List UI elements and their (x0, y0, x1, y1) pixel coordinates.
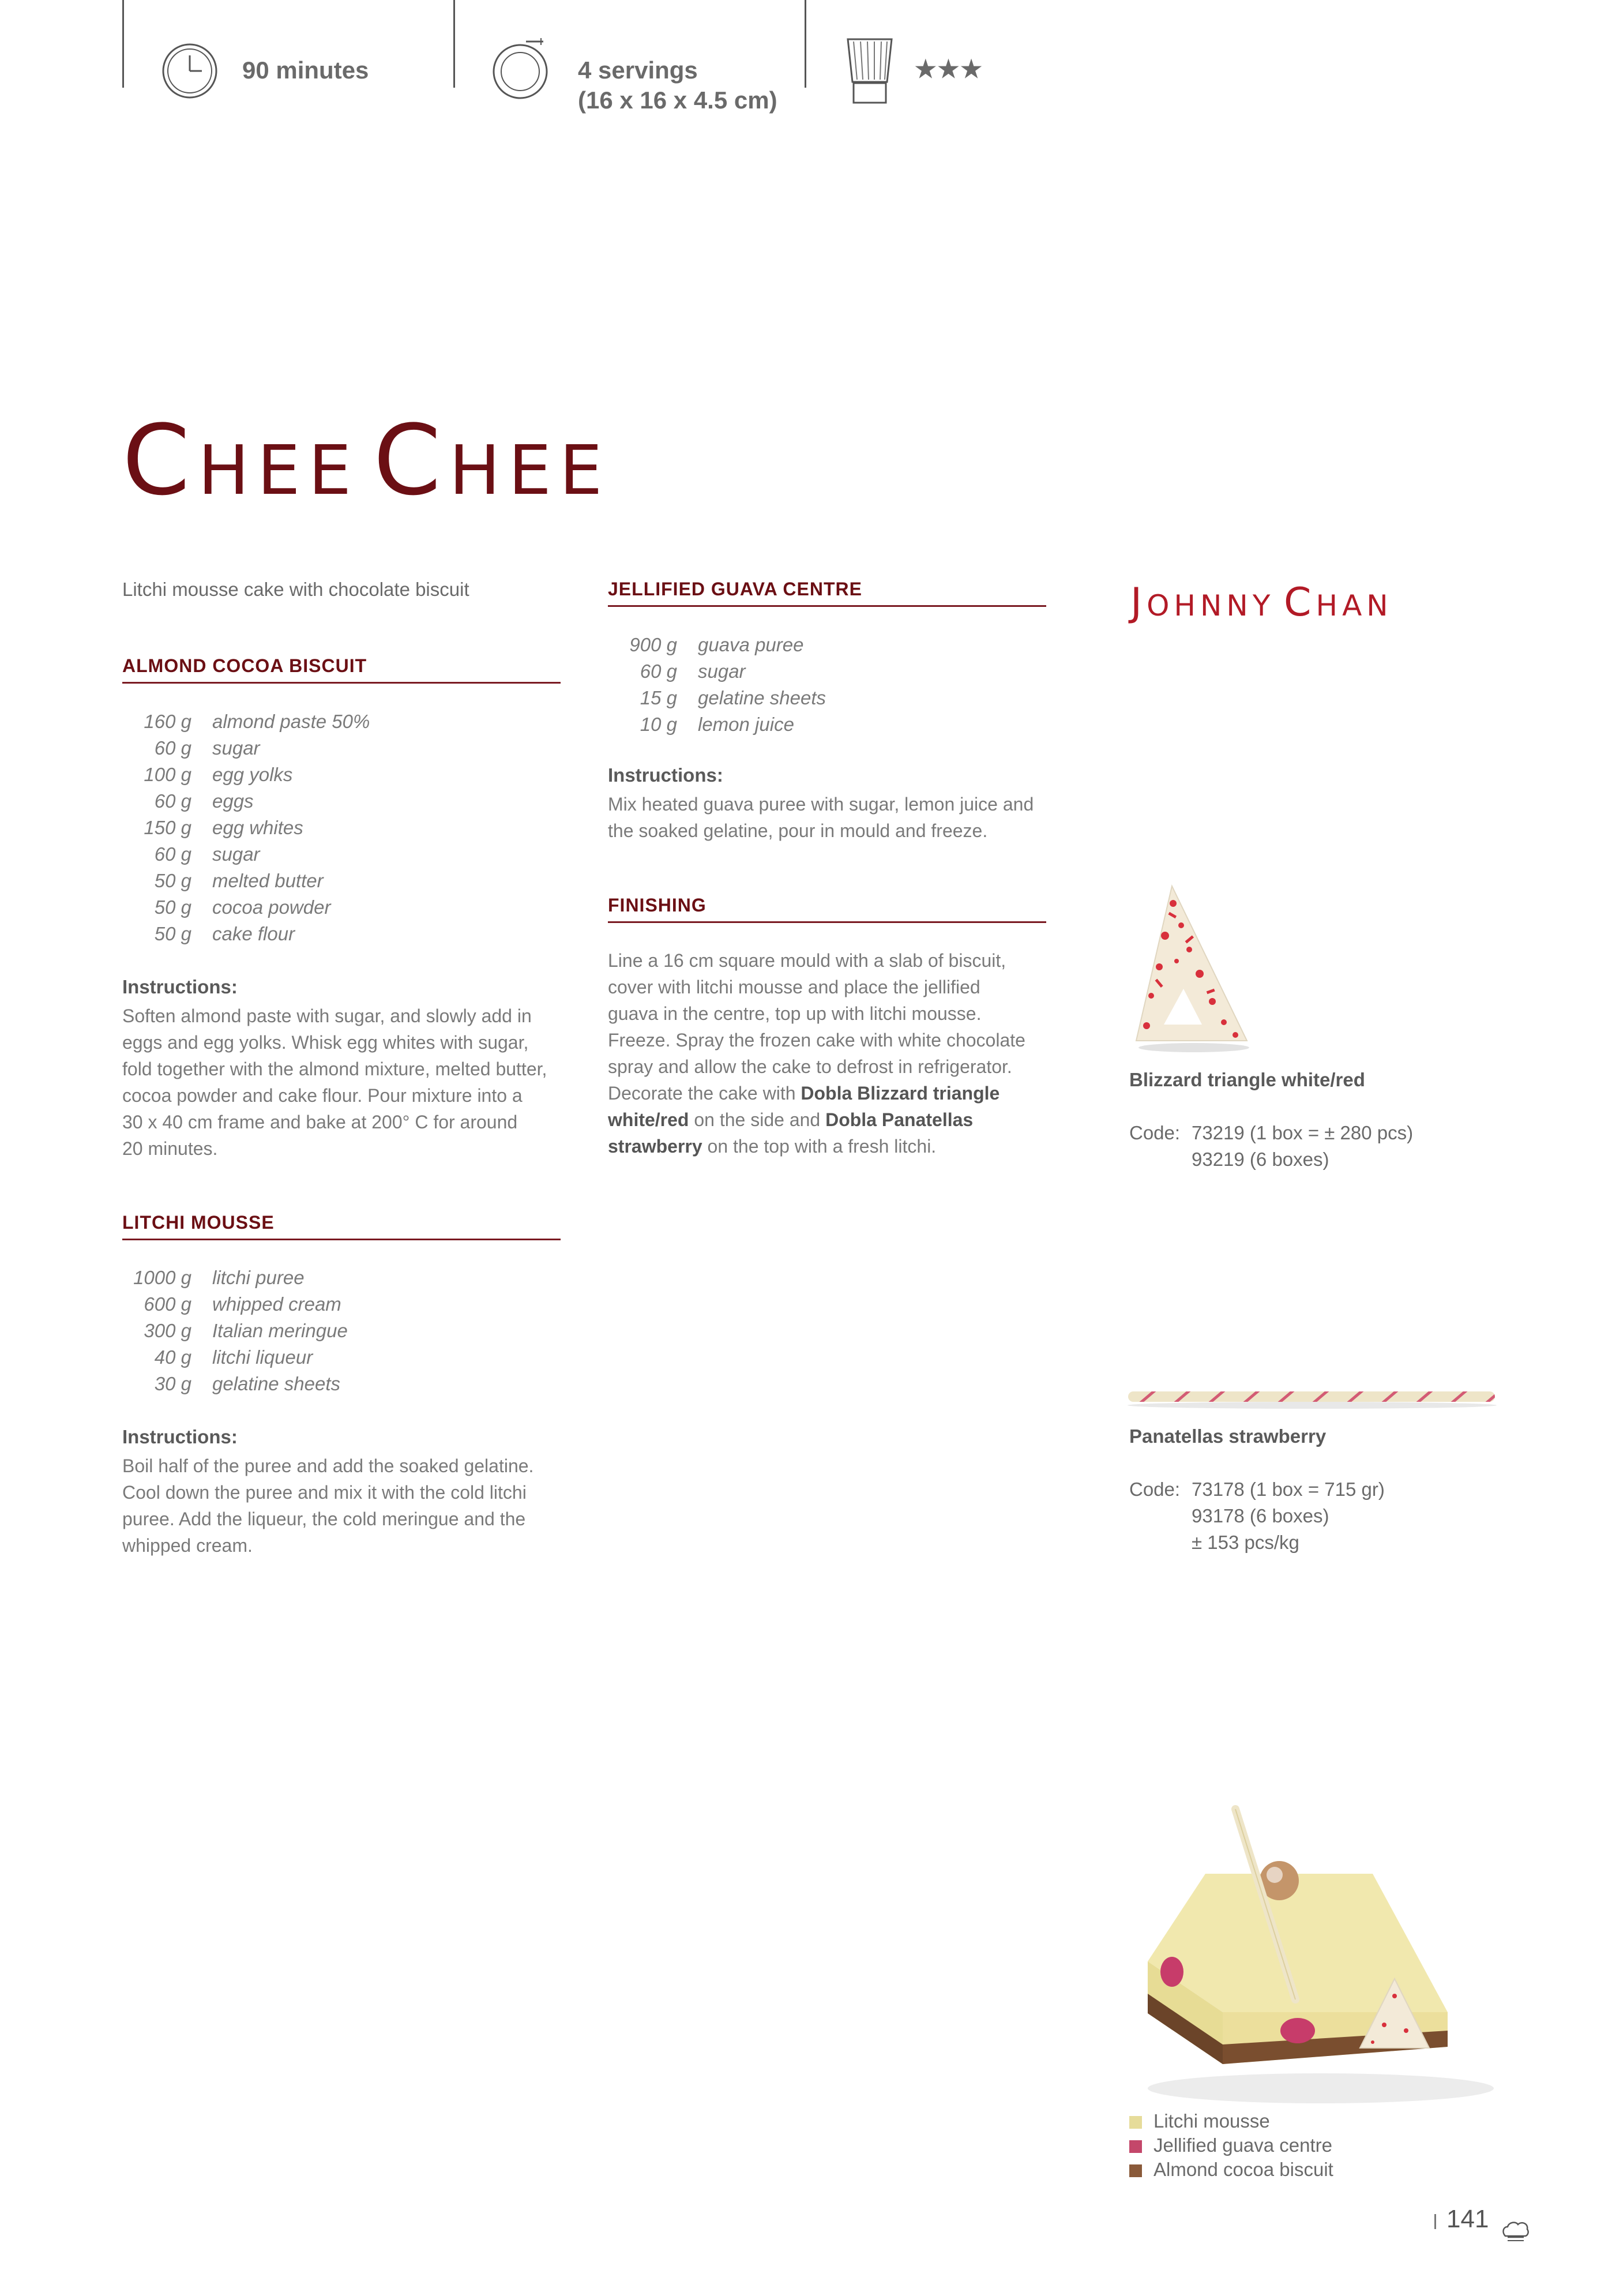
servings-count: 4 servings (578, 57, 698, 84)
ingredient-qty: 60 g (154, 843, 191, 865)
ingredient-qty: 15 g (640, 687, 677, 708)
code-label: Code: (1129, 1479, 1181, 1500)
ingredient-row (122, 1344, 313, 1371)
ingredient-qty: 160 g (144, 711, 191, 732)
ingredient-qty: 100 g (144, 764, 191, 785)
text-line: cover with litchi mousse and place the jellified (608, 977, 980, 997)
ingredient-name: sugar (212, 843, 260, 865)
ingredient-qty: 600 g (144, 1293, 191, 1315)
legend-label: Almond cocoa biscuit (1153, 2159, 1333, 2180)
blizzard-triangle-image (1126, 880, 1258, 1053)
text-line (608, 1133, 1064, 1160)
text-line (608, 1080, 1064, 1106)
recipe-subtitle: Litchi mousse cake with chocolate biscuit (122, 579, 469, 600)
ingredient-row (122, 921, 295, 947)
ingredient-qty: 300 g (144, 1320, 191, 1341)
text-line: spray and allow the cake to defrost in refrigerator. (608, 1056, 1012, 1077)
difficulty-stars: ★★★ (915, 55, 983, 82)
legend-label: Litchi mousse (1153, 2110, 1270, 2132)
servings-size: (16 x 16 x 4.5 cm) (578, 87, 777, 114)
header-divider (805, 0, 806, 88)
header-divider (453, 0, 455, 88)
ingredient-name: cocoa powder (212, 896, 331, 918)
chef-initial: J (1130, 580, 1147, 625)
text-line: fold together with the almond mixture, melted butter, (122, 1059, 547, 1079)
title-rest: HEE (449, 430, 611, 510)
text-line: Freeze. Spray the frozen cake with white chocolate (608, 1030, 1025, 1051)
text-line: guava in the centre, top up with litchi mousse. (608, 1003, 982, 1024)
ingredient-qty: 1000 g (133, 1267, 191, 1288)
product-mention: Dobla Panatellas (825, 1109, 974, 1130)
ingredient-name: almond paste 50% (212, 711, 370, 732)
ingredient-qty: 150 g (144, 817, 191, 838)
cake-slice-image (1102, 1788, 1511, 2111)
ingredient-qty: 50 g (154, 870, 191, 891)
plate-icon (490, 36, 554, 100)
instructions-label: Instructions: (122, 976, 238, 997)
legend-swatch (1129, 2116, 1142, 2129)
ingredient-name: litchi liqueur (212, 1346, 313, 1368)
recipe-title (122, 404, 610, 517)
code-value: 73178 (1 box = 715 gr) (1192, 1479, 1385, 1500)
ingredient-row (122, 841, 260, 868)
code-value: 93219 (6 boxes) (1192, 1149, 1329, 1170)
ingredient-name: lemon juice (698, 714, 794, 735)
text-line: Soften almond paste with sugar, and slowly add in (122, 1006, 532, 1026)
chef-hat-icon (846, 37, 894, 105)
instructions-label: Instructions: (608, 764, 723, 786)
instructions-text (122, 1003, 572, 1162)
ingredient-row (122, 894, 330, 921)
ingredient-qty: 50 g (154, 896, 191, 918)
section-heading-finishing: FINISHING (608, 895, 1046, 923)
page-number: 141 (1446, 2205, 1489, 2233)
ingredient-row (122, 1318, 348, 1344)
text-run: on the side and (689, 1109, 826, 1130)
page-number-divider (1434, 2214, 1436, 2229)
section-heading-guava-centre: JELLIFIED GUAVA CENTRE (608, 579, 1046, 607)
text-line: 20 minutes. (122, 1138, 218, 1159)
ingredient-name: gelatine sheets (212, 1373, 340, 1394)
ingredient-row (122, 761, 292, 788)
ingredient-qty: 40 g (154, 1346, 191, 1368)
ingredient-qty: 50 g (154, 923, 191, 944)
product-name: Blizzard triangle white/red (1129, 1069, 1365, 1090)
ingredient-qty: 60 g (640, 661, 677, 682)
servings-label (578, 55, 777, 115)
ingredient-row (122, 1291, 341, 1318)
code-value: 93178 (6 boxes) (1192, 1505, 1329, 1526)
header-divider (122, 0, 124, 88)
ingredient-name: gelatine sheets (698, 687, 826, 708)
ingredient-row (122, 788, 254, 815)
title-rest: HEE (198, 430, 360, 510)
text-line (608, 1106, 1064, 1133)
ingredient-name: egg whites (212, 817, 303, 838)
ingredient-row (122, 708, 370, 735)
product-mention: strawberry (608, 1136, 702, 1157)
text-line: Line a 16 cm square mould with a slab of biscuit, (608, 950, 1006, 971)
legend-item (1129, 2158, 1333, 2182)
text-line: Boil half of the puree and add the soaked gelatine. (122, 1455, 534, 1476)
text-line: eggs and egg yolks. Whisk egg whites with sugar, (122, 1032, 529, 1053)
ingredient-name: sugar (698, 661, 746, 682)
ingredient-row (122, 1371, 340, 1397)
ingredient-qty: 10 g (640, 714, 677, 735)
legend-label: Jellified guava centre (1153, 2134, 1333, 2156)
ingredient-qty: 900 g (629, 634, 677, 655)
chef-rest: OHNNY (1147, 589, 1275, 622)
ingredient-row (608, 685, 826, 711)
ingredient-qty: 60 g (154, 737, 191, 759)
chef-hat-icon (1501, 2220, 1531, 2245)
text-run: Decorate the cake with (608, 1083, 801, 1104)
text-line: Mix heated guava puree with sugar, lemon juice and (608, 794, 1034, 815)
chef-name (1130, 580, 1393, 625)
ingredient-name: melted butter (212, 870, 324, 891)
product-codes (1129, 1120, 1413, 1173)
legend-swatch (1129, 2140, 1142, 2153)
legend-item (1129, 2133, 1332, 2158)
ingredient-row (608, 711, 794, 738)
instructions-text (122, 1453, 572, 1559)
product-mention: white/red (608, 1109, 689, 1130)
text-run: on the top with a fresh litchi. (702, 1136, 937, 1157)
text-line: cocoa powder and cake flour. Pour mixture into a (122, 1085, 523, 1106)
instructions-label: Instructions: (122, 1426, 238, 1447)
ingredient-name: cake flour (212, 923, 295, 944)
ingredient-qty: 30 g (154, 1373, 191, 1394)
ingredient-row (122, 868, 324, 894)
ingredient-row (122, 1265, 305, 1291)
chef-rest: HAN (1316, 589, 1393, 622)
ingredient-row (122, 815, 303, 841)
section-heading-litchi-mousse: LITCHI MOUSSE (122, 1212, 561, 1240)
text-line: whipped cream. (122, 1535, 253, 1556)
ingredient-qty: 60 g (154, 790, 191, 812)
text-line: 30 x 40 cm frame and bake at 200° C for around (122, 1112, 518, 1132)
ingredient-name: whipped cream (212, 1293, 341, 1315)
panatellas-stick-image (1125, 1383, 1500, 1411)
ingredient-row (608, 632, 803, 658)
ingredient-row (122, 735, 260, 761)
product-name: Panatellas strawberry (1129, 1425, 1327, 1447)
text-line: puree. Add the liqueur, the cold meringue and the (122, 1509, 526, 1529)
ingredient-name: guava puree (698, 634, 804, 655)
chef-initial: C (1284, 580, 1316, 625)
time-label: 90 minutes (242, 57, 369, 84)
section-heading-almond-biscuit: ALMOND COCOA BISCUIT (122, 655, 561, 684)
ingredient-name: egg yolks (212, 764, 293, 785)
text-line: the soaked gelatine, pour in mould and freeze. (608, 820, 988, 841)
ingredient-name: Italian meringue (212, 1320, 348, 1341)
code-value: 73219 (1 box = ± 280 pcs) (1192, 1122, 1414, 1143)
instructions-text (608, 791, 1058, 844)
code-value: ± 153 pcs/kg (1192, 1532, 1299, 1553)
title-initial: C (122, 404, 198, 517)
title-initial: C (373, 404, 449, 517)
ingredient-name: litchi puree (212, 1267, 305, 1288)
ingredient-row (608, 658, 746, 685)
legend-swatch (1129, 2164, 1142, 2177)
code-label: Code: (1129, 1122, 1181, 1143)
ingredient-name: sugar (212, 737, 260, 759)
product-codes (1129, 1476, 1385, 1556)
product-mention: Dobla Blizzard triangle (801, 1083, 1000, 1104)
ingredient-name: eggs (212, 790, 254, 812)
clock-icon (160, 42, 219, 100)
text-line: Cool down the puree and mix it with the cold litchi (122, 1482, 527, 1503)
legend-item (1129, 2109, 1270, 2133)
finishing-text (608, 947, 1064, 1160)
